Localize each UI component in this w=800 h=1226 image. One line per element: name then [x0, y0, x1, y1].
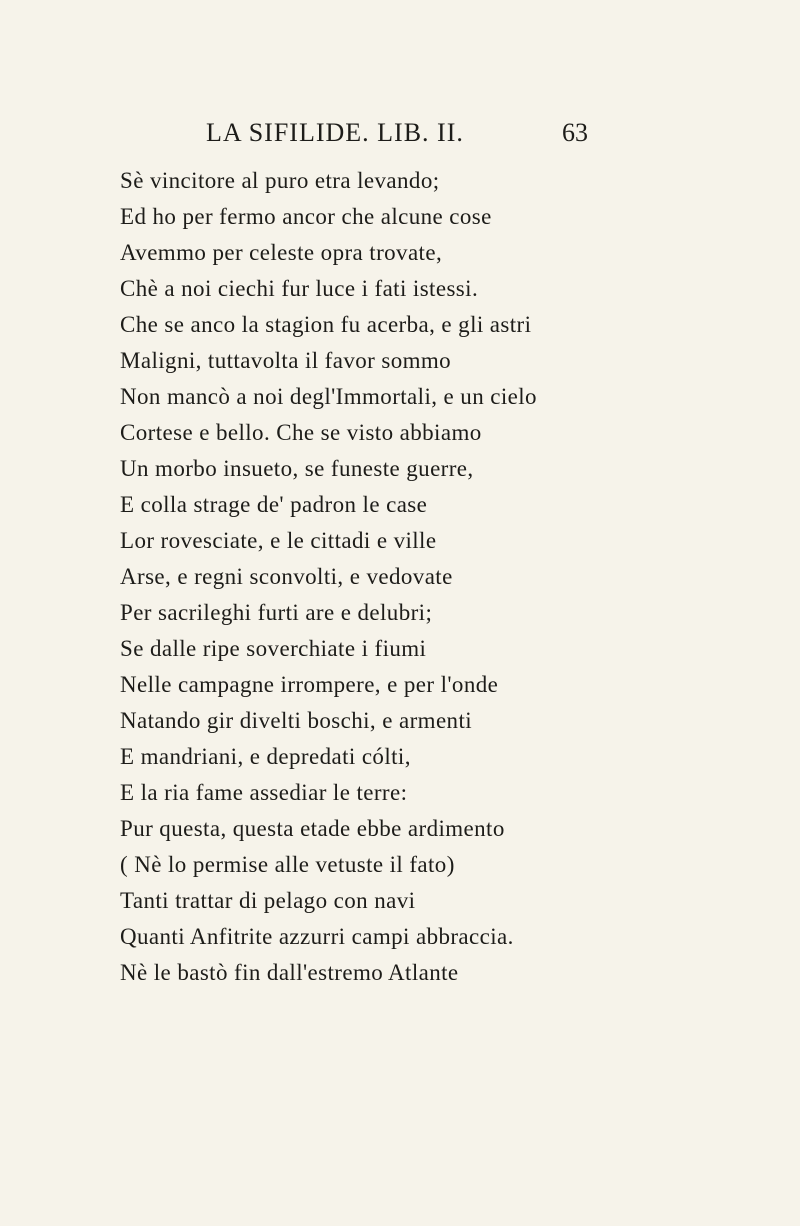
verse-line: Sè vincitore al puro etra levando;	[120, 168, 440, 193]
verse-line: Tanti trattar di pelago con navi	[120, 888, 416, 913]
verse-line: E mandriani, e depredati cólti,	[120, 744, 411, 769]
verse-line: ( Nè lo permise alle vetuste il fato)	[120, 852, 455, 877]
verse-line: E la ria fame assediar le terre:	[120, 780, 408, 805]
running-head: LA SIFILIDE. LIB. II.	[206, 118, 464, 147]
verse-line: E colla strage de' padron le case	[120, 492, 428, 517]
verse-block	[120, 163, 760, 991]
verse-line: Non mancò a noi degl'Immortali, e un cielo	[120, 384, 537, 409]
verse-line: Cortese e bello. Che se visto abbiamo	[120, 420, 482, 445]
verse-line: Per sacrileghi furti are e delubri;	[120, 600, 433, 625]
verse-line: Avemmo per celeste opra trovate,	[120, 240, 443, 265]
verse-line: Natando gir divelti boschi, e armenti	[120, 708, 473, 733]
verse-line: Maligni, tuttavolta il favor sommo	[120, 348, 452, 373]
verse-line: Se dalle ripe soverchiate i fiumi	[120, 636, 427, 661]
verse-line: Nelle campagne irrompere, e per l'onde	[120, 672, 499, 697]
verse-line: Nè le bastò fin dall'estremo Atlante	[120, 960, 459, 985]
verse-line: Che se anco la stagion fu acerba, e gli astri	[120, 312, 532, 337]
verse-line: Quanti Anfitrite azzurri campi abbraccia.	[120, 924, 514, 949]
verse-line: Ed ho per fermo ancor che alcune cose	[120, 204, 492, 229]
verse-line: Un morbo insueto, se funeste guerre,	[120, 456, 474, 481]
verse-line: Chè a noi ciechi fur luce i fati istessi.	[120, 276, 479, 301]
page-number: 63	[562, 118, 588, 147]
verse-line: Pur questa, questa etade ebbe ardimento	[120, 816, 505, 841]
verse-line: Lor rovesciate, e le cittadi e ville	[120, 528, 437, 553]
verse-line: Arse, e regni sconvolti, e vedovate	[120, 564, 453, 589]
